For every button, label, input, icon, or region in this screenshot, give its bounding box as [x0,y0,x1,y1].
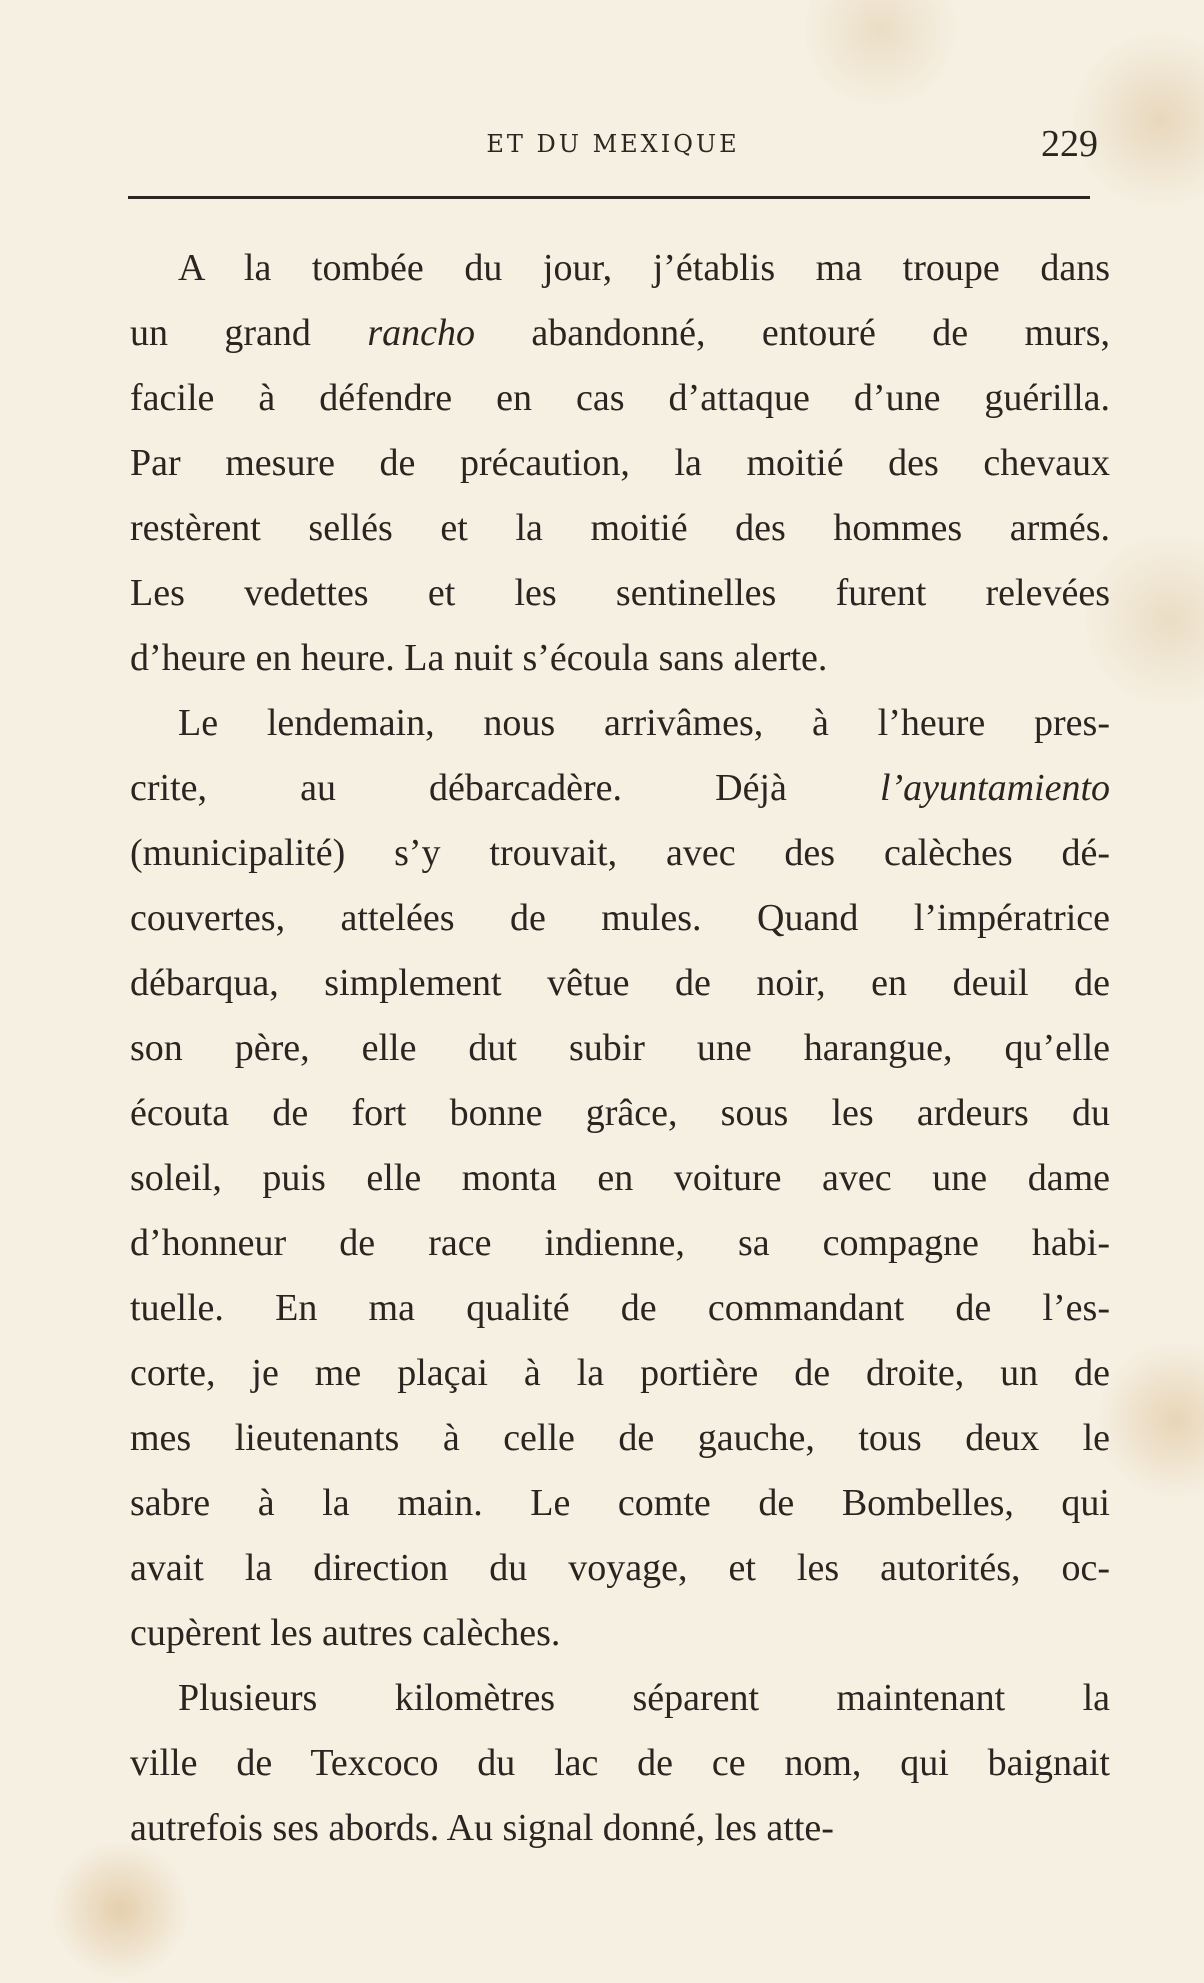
text-run: Les vedettes et les sentinelles furent relevées [130,572,1110,614]
text-run: A la tombée du jour, j’établis ma troupe dans [178,247,1110,289]
text-run: Plusieurs kilomètres séparent maintenant la [178,1677,1110,1719]
text-run: abandonné, entouré de murs, [474,312,1110,354]
text-run: soleil, puis elle monta en voiture avec une dame [130,1157,1110,1199]
text-line [130,951,1110,1016]
text-line [130,821,1110,886]
running-head: ET DU MEXIQUE [486,130,740,158]
text-run: Par mesure de précaution, la moitié des chevaux [130,442,1110,484]
text-run: un grand [130,312,368,354]
text-run: crite, au débarcadère. Déjà [130,767,880,809]
paragraph [130,236,1110,691]
text-run: facile à défendre en cas d’attaque d’une guérilla. [130,377,1110,419]
text-line [130,756,1110,821]
text-run: débarqua, simplement vêtue de noir, en deuil de [130,962,1110,1004]
text-line [130,1146,1110,1211]
text-line [130,366,1110,431]
text-run: cupèrent les autres calèches. [130,1612,561,1654]
text-run: couvertes, attelées de mules. Quand l’impératrice [130,897,1110,939]
text-run: restèrent sellés et la moitié des hommes armés. [130,507,1110,549]
text-line [130,691,1110,756]
paragraph [130,1666,1110,1861]
text-line [130,886,1110,951]
text-run: d’heure en heure. La nuit s’écoula sans alerte. [130,637,828,679]
text-run: mes lieutenants à celle de gauche, tous deux le [130,1417,1110,1459]
text-run: Le lendemain, nous arrivâmes, à l’heure pres- [178,702,1110,744]
text-run: tuelle. En ma qualité de commandant de l’es- [130,1287,1110,1329]
text-line [130,1276,1110,1341]
text-line [130,1601,1110,1666]
paragraph [130,691,1110,1666]
text-line [130,1796,1110,1861]
text-line [130,1016,1110,1081]
text-run: ville de Texcoco du lac de ce nom, qui baignait [130,1742,1110,1784]
text-run: d’honneur de race indienne, sa compagne habi- [130,1222,1110,1264]
text-run: écouta de fort bonne grâce, sous les ardeurs du [130,1092,1110,1134]
text-line [130,1081,1110,1146]
text-line [130,1731,1110,1796]
italic-text-run: l’ayuntamiento [879,767,1110,809]
text-line [130,1406,1110,1471]
text-line [130,1211,1110,1276]
page-header [128,118,1098,178]
text-run: avait la direction du voyage, et les autorités, oc- [130,1547,1110,1589]
text-line [130,431,1110,496]
text-line [130,1471,1110,1536]
text-run: (municipalité) s’y trouvait, avec des calèches dé- [130,832,1110,874]
text-line [130,496,1110,561]
text-run: corte, je me plaçai à la portière de droite, un de [130,1352,1110,1394]
text-line [130,236,1110,301]
text-run: autrefois ses abords. Au signal donné, les atte- [130,1807,834,1849]
italic-text-run: rancho [367,312,475,354]
header-rule [128,196,1090,199]
text-line [130,1341,1110,1406]
text-line [130,1666,1110,1731]
page-number: 229 [1041,123,1098,165]
text-line [130,301,1110,366]
text-line [130,1536,1110,1601]
text-line [130,561,1110,626]
text-run: son père, elle dut subir une harangue, qu’elle [130,1027,1110,1069]
text-line [130,626,1110,691]
body-text [130,236,1110,1861]
text-run: sabre à la main. Le comte de Bombelles, qui [130,1482,1110,1524]
